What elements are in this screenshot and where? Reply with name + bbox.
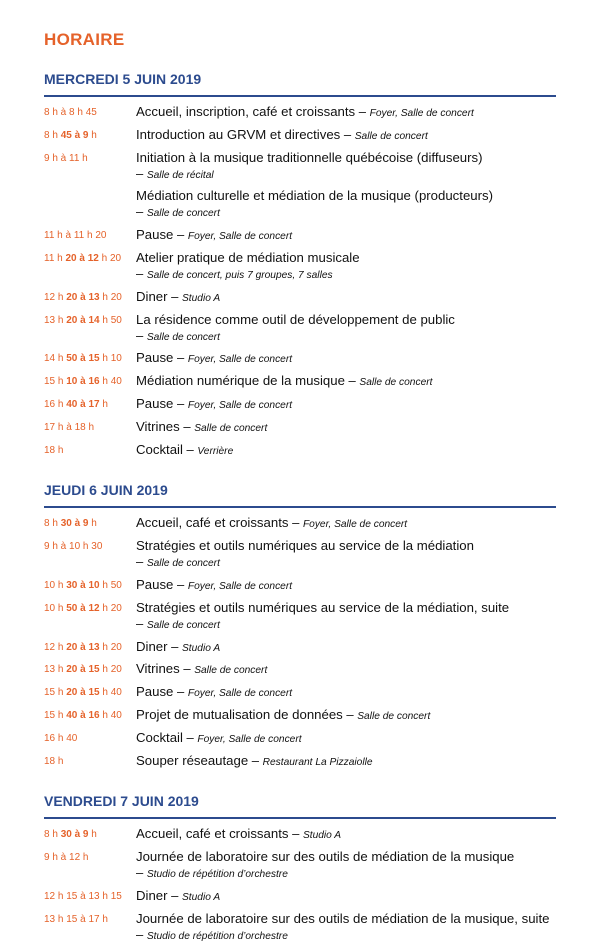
session-description <box>136 849 556 888</box>
time-range <box>44 577 136 591</box>
time-part: 14 h <box>44 353 67 365</box>
session-title: Journée de laboratoire sur des outils de médiation de la musique, suite <box>136 910 550 926</box>
schedule-row <box>44 661 556 684</box>
session-description <box>136 350 556 373</box>
time-part-bold: 50 à 12 <box>66 602 100 614</box>
session-title: Vitrines <box>136 418 180 434</box>
separator-dash: – <box>179 661 195 677</box>
schedule-row <box>44 150 556 189</box>
time-part-bold: 45 à 9 <box>60 129 89 141</box>
session-description <box>136 826 556 849</box>
time-part: 18 h <box>44 444 64 456</box>
separator-dash: – <box>248 752 263 768</box>
day-section <box>44 71 556 464</box>
session-title: Pause <box>136 684 174 700</box>
time-range <box>44 350 136 364</box>
time-part: 12 h 15 à 13 h 15 <box>44 890 122 902</box>
time-range <box>44 104 136 118</box>
time-range <box>44 911 136 925</box>
session-title: Pause <box>136 576 174 592</box>
session-description <box>136 104 556 127</box>
schedule-row <box>44 707 556 730</box>
time-part: 13 h 15 à 17 h <box>44 913 108 925</box>
session-location: Studio de répétition d’orchestre <box>146 930 288 942</box>
session-title: Accueil, café et croissants <box>136 515 289 531</box>
day-section <box>44 482 556 775</box>
time-range <box>44 753 136 767</box>
time-part: 15 h <box>44 687 67 699</box>
session-location: Restaurant La Pizzaiolle <box>262 756 373 768</box>
session-location: Verrière <box>197 445 234 457</box>
time-part: h <box>88 829 97 841</box>
session-location: Salle de concert, puis 7 groupes, 7 salles <box>146 269 333 281</box>
schedule-row <box>44 730 556 753</box>
session-location: Salle de concert <box>359 377 433 389</box>
schedule-row <box>44 888 556 911</box>
session-description <box>136 515 556 538</box>
time-part: 11 h <box>44 252 66 264</box>
session-description <box>136 312 556 351</box>
session-location: Foyer, Salle de concert <box>187 688 293 700</box>
time-part-bold: 30 à 10 <box>66 579 100 591</box>
schedule-row <box>44 577 556 600</box>
separator-dash: – <box>167 288 182 304</box>
session-description <box>136 127 556 150</box>
separator-dash: – <box>182 441 198 457</box>
separator-dash: – <box>173 227 188 243</box>
session-title: Projet de mutualisation de données <box>136 706 343 722</box>
session-description <box>136 227 556 250</box>
session-title: Diner <box>136 288 168 304</box>
session-description <box>136 442 556 465</box>
time-range <box>44 396 136 410</box>
session-description <box>136 730 556 753</box>
time-part: 9 h à 10 h 30 <box>44 541 103 553</box>
time-part: h <box>88 129 97 141</box>
session-location: Salle de concert <box>354 130 428 142</box>
time-range <box>44 227 136 241</box>
session-description <box>136 600 556 639</box>
session-location: Foyer, Salle de concert <box>369 108 474 119</box>
schedule-row <box>44 250 556 289</box>
schedule-row <box>44 419 556 442</box>
time-range <box>44 150 136 164</box>
separator-dash: – <box>136 615 147 631</box>
time-part-bold: 40 à 17 <box>66 398 100 410</box>
time-range <box>44 639 136 653</box>
session-title: Médiation culturelle et médiation de la musique (producteurs) <box>136 188 493 204</box>
time-range <box>44 661 136 675</box>
time-part: 8 h <box>44 829 61 841</box>
time-part: 13 h <box>44 664 67 676</box>
session-description <box>136 373 556 396</box>
schedule-row <box>44 684 556 707</box>
session-description <box>136 250 556 289</box>
session-title: Initiation à la musique traditionnelle québécoise (diffuseurs) <box>136 149 483 165</box>
separator-dash: – <box>136 865 147 881</box>
time-part: 8 h à 8 h 45 <box>44 107 97 118</box>
time-part: h 20 <box>99 664 122 676</box>
session-description <box>136 684 556 707</box>
time-part: h 50 <box>99 579 122 591</box>
schedule-row <box>44 188 556 227</box>
separator-dash: – <box>173 576 188 592</box>
time-range <box>44 442 136 456</box>
page-title: HORAIRE <box>44 30 125 49</box>
schedule-days <box>44 71 556 950</box>
time-part: h <box>99 398 108 410</box>
time-part: 13 h <box>44 314 67 326</box>
separator-dash: – <box>136 554 147 570</box>
session-description <box>136 419 556 442</box>
time-part: h 20 <box>99 641 122 653</box>
schedule-row <box>44 826 556 849</box>
separator-dash: – <box>136 204 147 220</box>
time-part-bold: 20 à 12 <box>65 252 99 264</box>
separator-dash: – <box>167 638 182 654</box>
time-part-bold: 20 à 15 <box>66 664 100 676</box>
session-location: Salle de concert <box>357 710 431 722</box>
separator-dash: – <box>136 165 147 181</box>
schedule-row <box>44 753 556 776</box>
separator-dash: – <box>344 373 360 389</box>
time-part: h 20 <box>99 291 122 303</box>
time-range <box>44 188 136 191</box>
schedule-row <box>44 600 556 639</box>
time-range <box>44 250 136 264</box>
session-description <box>136 707 556 730</box>
schedule-row <box>44 104 556 127</box>
session-location: Studio de répétition d’orchestre <box>146 869 288 881</box>
time-range <box>44 289 136 303</box>
session-description <box>136 150 556 189</box>
separator-dash: – <box>167 887 182 903</box>
day-divider <box>44 95 556 97</box>
separator-dash: – <box>173 350 188 366</box>
session-description <box>136 661 556 684</box>
time-part: 10 h <box>44 602 67 614</box>
time-part-bold: 40 à 16 <box>66 709 100 721</box>
time-range <box>44 730 136 744</box>
schedule-row <box>44 639 556 662</box>
session-description <box>136 396 556 419</box>
time-part: 16 h 40 <box>44 732 78 744</box>
time-part: 10 h <box>44 579 67 591</box>
schedule-row <box>44 373 556 396</box>
time-part: h 50 <box>99 314 122 326</box>
time-part: 15 h <box>44 709 67 721</box>
session-description <box>136 753 556 776</box>
time-range <box>44 312 136 326</box>
separator-dash: – <box>173 395 188 411</box>
time-range <box>44 600 136 614</box>
time-part-bold: 20 à 13 <box>66 291 100 303</box>
session-location: Salle de concert <box>146 558 220 570</box>
time-part: h 10 <box>99 353 122 365</box>
time-part: 9 h à 12 h <box>44 852 89 864</box>
session-title: Accueil, café et croissants <box>136 826 289 842</box>
day-divider <box>44 817 556 819</box>
time-part-bold: 20 à 15 <box>66 687 100 699</box>
time-range <box>44 538 136 552</box>
separator-dash: – <box>136 926 147 942</box>
session-title: Accueil, inscription, café et croissants <box>136 104 356 119</box>
time-range <box>44 849 136 863</box>
time-part: 8 h <box>44 129 61 141</box>
session-location: Salle de concert <box>194 422 268 434</box>
session-description <box>136 289 556 312</box>
time-part: h 40 <box>99 376 122 388</box>
session-location: Studio A <box>181 292 221 304</box>
time-part: 8 h <box>44 518 61 530</box>
session-title: Diner <box>136 887 168 903</box>
session-title: Journée de laboratoire sur des outils de médiation de la musique <box>136 849 515 865</box>
session-description <box>136 888 556 911</box>
session-location: Studio A <box>181 642 221 654</box>
session-description <box>136 538 556 577</box>
time-part: 12 h <box>44 291 67 303</box>
session-location: Salle de récital <box>146 169 214 181</box>
session-description <box>136 188 556 227</box>
schedule-row <box>44 442 556 465</box>
schedule-row <box>44 849 556 888</box>
session-title: Cocktail <box>136 441 183 457</box>
separator-dash: – <box>182 729 198 745</box>
time-range <box>44 515 136 529</box>
time-part-bold: 50 à 15 <box>66 353 100 365</box>
session-title: Diner <box>136 638 168 654</box>
time-part-bold: 10 à 16 <box>66 376 100 388</box>
time-part: 18 h <box>44 755 64 767</box>
time-part: 15 h <box>44 376 67 388</box>
session-location: Foyer, Salle de concert <box>187 354 293 366</box>
session-location: Salle de concert <box>146 208 220 220</box>
session-title: Stratégies et outils numériques au service de la médiation, suite <box>136 599 510 615</box>
time-range <box>44 127 136 141</box>
schedule-row <box>44 227 556 250</box>
schedule-row <box>44 396 556 419</box>
time-range <box>44 888 136 902</box>
session-location: Foyer, Salle de concert <box>302 519 408 531</box>
time-range <box>44 707 136 721</box>
session-location: Salle de concert <box>194 665 268 677</box>
time-part: h 40 <box>99 687 122 699</box>
session-location: Foyer, Salle de concert <box>187 580 293 592</box>
session-title: La résidence comme outil de développement de public <box>136 311 455 327</box>
separator-dash: – <box>342 706 358 722</box>
time-part: h 40 <box>99 709 122 721</box>
session-title: Stratégies et outils numériques au service de la médiation <box>136 538 474 554</box>
day-divider <box>44 506 556 508</box>
schedule-row <box>44 515 556 538</box>
separator-dash: – <box>173 684 188 700</box>
time-part: 11 h à 11 h 20 <box>44 230 107 242</box>
time-range <box>44 684 136 698</box>
session-location: Salle de concert <box>146 619 220 631</box>
time-part-bold: 30 à 9 <box>60 829 89 841</box>
session-title: Médiation numérique de la musique <box>136 373 345 389</box>
session-description <box>136 577 556 600</box>
schedule-row <box>44 127 556 150</box>
session-title: Cocktail <box>136 729 183 745</box>
time-part: h 20 <box>98 252 122 264</box>
time-part: h <box>88 518 97 530</box>
time-part-bold: 30 à 9 <box>60 518 89 530</box>
day-heading: JEUDI 6 JUIN 2019 <box>44 482 168 499</box>
separator-dash: – <box>179 418 195 434</box>
session-location: Studio A <box>302 830 342 842</box>
time-part: 16 h <box>44 398 67 410</box>
session-title: Atelier pratique de médiation musicale <box>136 249 360 265</box>
session-title: Introduction au GRVM et directives <box>136 126 341 142</box>
separator-dash: – <box>136 265 147 281</box>
separator-dash: – <box>136 327 147 343</box>
separator-dash: – <box>340 126 355 142</box>
session-location: Foyer, Salle de concert <box>187 399 293 411</box>
schedule-row <box>44 911 556 950</box>
session-title: Pause <box>136 227 174 243</box>
time-range <box>44 419 136 433</box>
schedule-row <box>44 538 556 577</box>
time-part: 17 h à 18 h <box>44 421 95 433</box>
separator-dash: – <box>355 104 370 119</box>
schedule-row <box>44 289 556 312</box>
session-location: Foyer, Salle de concert <box>187 231 293 243</box>
separator-dash: – <box>288 826 303 842</box>
session-description <box>136 639 556 662</box>
time-range <box>44 373 136 387</box>
session-title: Vitrines <box>136 661 180 677</box>
session-description <box>136 911 556 950</box>
schedule-row <box>44 312 556 351</box>
time-part: 9 h à 11 h <box>44 152 88 164</box>
session-title: Pause <box>136 350 174 366</box>
schedule-row <box>44 350 556 373</box>
time-part: 12 h <box>44 641 67 653</box>
session-title: Souper réseautage <box>136 752 249 768</box>
day-heading: VENDREDI 7 JUIN 2019 <box>44 793 199 810</box>
time-part-bold: 20 à 14 <box>66 314 100 326</box>
time-part: h 20 <box>99 602 122 614</box>
day-heading: MERCREDI 5 JUIN 2019 <box>44 71 202 87</box>
day-section <box>44 793 556 949</box>
time-range <box>44 826 136 840</box>
session-title: Pause <box>136 395 174 411</box>
separator-dash: – <box>288 515 303 531</box>
session-location: Foyer, Salle de concert <box>197 733 302 745</box>
time-part-bold: 20 à 13 <box>66 641 100 653</box>
session-location: Studio A <box>181 891 221 903</box>
session-location: Salle de concert <box>146 331 220 343</box>
